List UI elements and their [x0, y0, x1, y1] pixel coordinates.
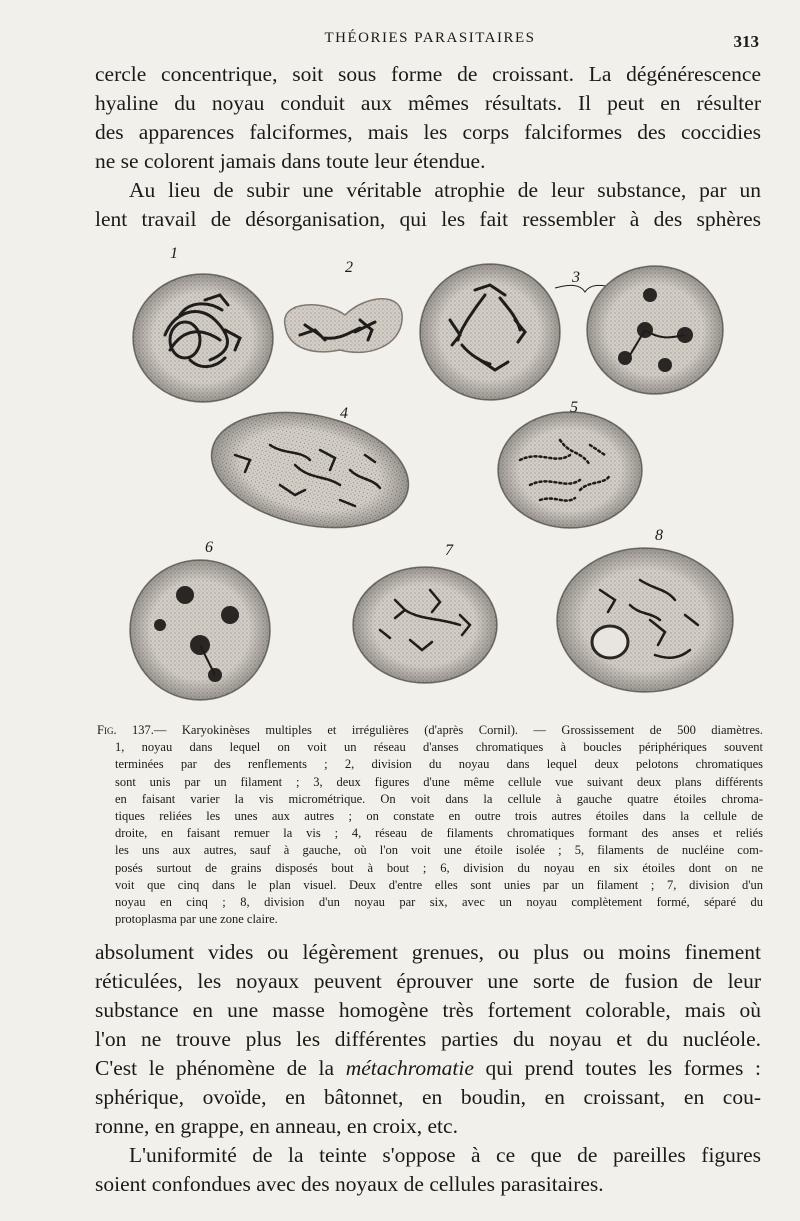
bottom-text: [95, 938, 761, 1199]
caption-line: terminées par des renflements ; 2, division du noyau dans lequel deux pelotons chromatiques: [115, 757, 763, 772]
figure-137: [110, 240, 750, 720]
figure-label-5: 5: [570, 399, 578, 416]
caption-line: Fig. 137.— Karyokinèses multiples et irrégulières (d'après Cornil). — Grossissement de 500 diamètres.: [97, 723, 763, 737]
figure-label-2: 2: [345, 259, 353, 276]
text-line: des apparences falciformes, mais les corps falciformes des coccidies: [95, 120, 761, 144]
caption-line: voit que cinq dans le plan visuel. Deux d'entre elles sont unies par un filament ; 7, division d'un: [115, 877, 763, 892]
cell-8: [557, 548, 733, 692]
paragraph: [95, 938, 761, 1141]
paragraph: [95, 176, 761, 234]
figure-label-4: 4: [340, 405, 348, 422]
top-text: [95, 60, 761, 234]
text-line: absolument vides ou légèrement grenues, ou plus ou moins finement: [95, 940, 761, 964]
caption-line: 1, noyau dans lequel on voit un réseau d'anses chromatiques à boucles périphériques souvent: [115, 740, 763, 755]
text-line: ne se colorent jamais dans toute leur étendue.: [95, 149, 486, 173]
cell-1: [133, 274, 273, 402]
figure-label-3: 3: [572, 269, 580, 286]
page-number: 313: [733, 32, 759, 51]
figure-number: Fig. 137.: [97, 723, 154, 737]
paragraph: [95, 60, 761, 176]
figure-illustration: [110, 240, 750, 720]
text-line: L'uniformité de la teinte s'oppose à ce que de pareilles figures: [129, 1143, 761, 1167]
text-line: cercle concentrique, soit sous forme de croissant. La dégénérescence: [95, 62, 761, 86]
figure-label-1: 1: [170, 245, 178, 262]
figure-label-7: 7: [445, 542, 453, 559]
cell-4: [201, 395, 419, 544]
text-line: Au lieu de subir une véritable atrophie de leur substance, par un: [129, 178, 761, 202]
cell-3-left: [420, 264, 560, 400]
text-line: sphérique, ovoïde, en bâtonnet, en boudin, en croissant, en cou-: [95, 1085, 761, 1109]
cell-3-right: [587, 266, 723, 394]
text-line: C'est le phénomène de la métachromatie qui prend toutes les formes :: [95, 1056, 762, 1080]
running-title: THÉORIES PARASITAIRES: [324, 30, 536, 46]
paragraph: [95, 1141, 761, 1199]
caption-line: noyau en cinq ; 8, division d'un noyau par six, avec un noyau complètement formé, séparé du: [115, 895, 763, 910]
text-line: lent travail de désorganisation, qui les fait ressembler à des sphères: [95, 207, 761, 231]
caption-line: protoplasma par une zone claire.: [115, 912, 278, 927]
figure-label-6: 6: [205, 539, 213, 556]
cell-6: [130, 560, 270, 700]
cell-7: [353, 567, 497, 683]
page-header: [95, 30, 765, 54]
figure-caption: [97, 722, 763, 928]
text-line: substance en une masse homogène très fortement colorable, mais où: [95, 998, 761, 1022]
emphasis-term: métachromatie: [345, 1056, 474, 1080]
text-line: l'on ne trouve plus les différentes parties du noyau et du nucléole.: [95, 1027, 761, 1051]
text-line: hyaline du noyau conduit aux mêmes résultats. Il peut en résulter: [95, 91, 761, 115]
caption-line: droite, en faisant remuer la vis ; 4, réseau de filaments chromatiques formant des anses et reliés: [115, 826, 763, 841]
cell-2: [285, 299, 403, 353]
cell-5: [498, 412, 642, 528]
caption-line: sont unis par un filament ; 3, deux figures d'une même cellule vue suivant deux plans différents: [115, 774, 763, 789]
text-line: ronne, en grappe, en anneau, en croix, etc.: [95, 1114, 458, 1138]
text-line: soient confondues avec des noyaux de cellules parasitaires.: [95, 1172, 604, 1196]
caption-line: posés surtout de grains disposés bout à bout ; 6, division du noyau en six étoiles dont on ne: [115, 860, 763, 875]
caption-line: les uns aux autres, sauf à gauche, où l'on voit une étoile isolée ; 5, filaments de nucléine com-: [115, 843, 763, 858]
figure-label-8: 8: [655, 527, 663, 544]
caption-line: tiques reliées les unes aux autres ; on constate en outre trois autres étoiles dans la cellule de: [115, 809, 763, 824]
caption-line: en faisant varier la vis micrométrique. On voit dans la cellule à gauche quatre étoiles chroma-: [115, 791, 763, 806]
text-line: réticulées, les noyaux peuvent éprouver une sorte de fusion de leur: [95, 969, 761, 993]
